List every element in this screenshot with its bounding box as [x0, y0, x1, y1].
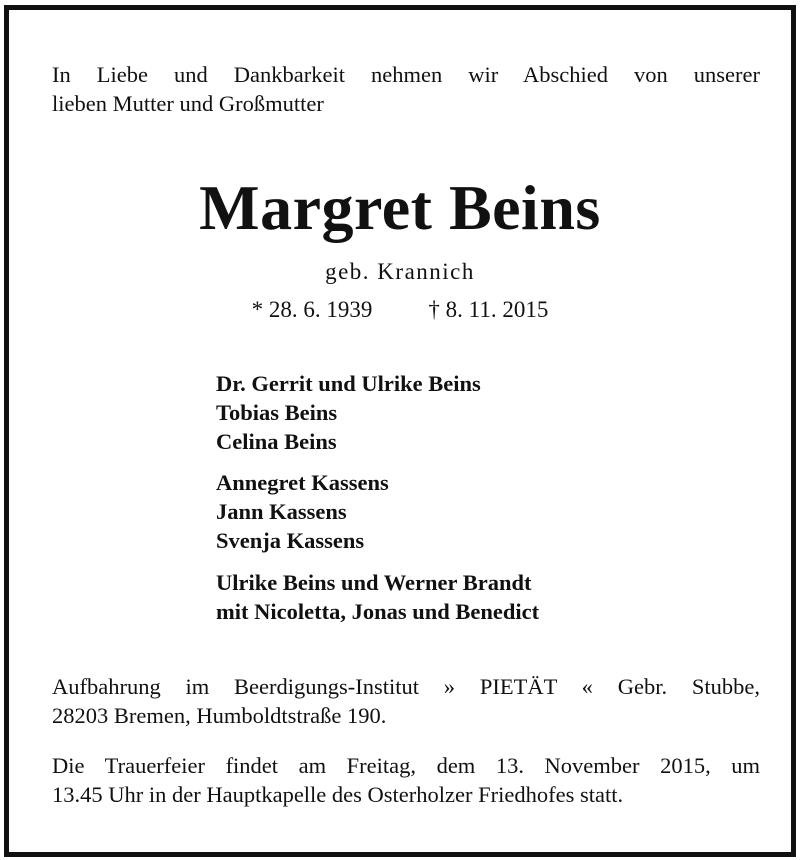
intro-text — [52, 60, 760, 118]
family-member: Dr. Gerrit und Ulrike Beins — [216, 371, 481, 396]
birth-date: * 28. 6. 1939 — [251, 297, 373, 322]
family-group — [216, 369, 481, 456]
viewing-line: Aufbahrung im Beerdigungs-Institut » PIETÄT « Gebr. Stubbe, — [52, 674, 760, 699]
family-member: Tobias Beins — [216, 400, 338, 425]
family-group — [216, 568, 539, 626]
viewing-line: 28203 Bremen, Humboldtstraße 190. — [52, 703, 387, 728]
family-member: Annegret Kassens — [216, 470, 389, 495]
death-date: † 8. 11. 2015 — [428, 297, 549, 322]
service-line: 13.45 Uhr in der Hauptkapelle des Osterholzer Friedhofes statt. — [52, 782, 624, 807]
family-member: Jann Kassens — [216, 499, 347, 524]
deceased-name: Margret Beins — [199, 172, 601, 243]
family-member: mit Nicoletta, Jonas und Benedict — [216, 599, 540, 624]
service-line: Die Trauerfeier findet am Freitag, dem 13. November 2015, um — [52, 753, 760, 778]
obituary-notice — [4, 5, 796, 857]
life-dates — [9, 297, 791, 323]
viewing-info — [52, 672, 760, 730]
service-info — [52, 751, 760, 809]
family-member: Celina Beins — [216, 429, 337, 454]
family-member: Svenja Kassens — [216, 528, 365, 553]
intro-line: lieben Mutter und Großmutter — [52, 91, 324, 116]
intro-line: In Liebe und Dankbarkeit nehmen wir Abschied von unserer — [52, 62, 760, 87]
family-member: Ulrike Beins und Werner Brandt — [216, 570, 532, 595]
maiden-name: geb. Krannich — [325, 259, 475, 284]
family-group — [216, 468, 389, 555]
